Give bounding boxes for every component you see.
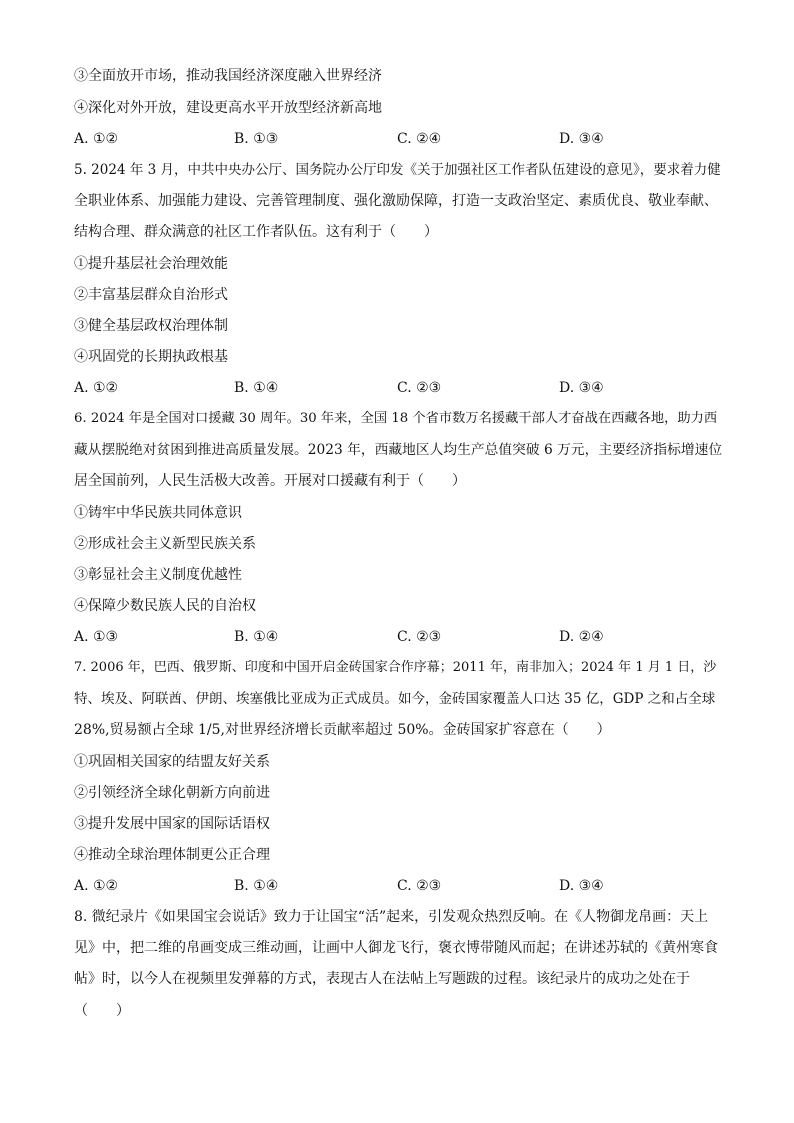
q7-stem-line-2: 特、埃及、阿联酋、伊朗、埃塞俄比亚成为正式成员。如今，金砖国家覆盖人口达 35 亿，GDP 之和占全球	[74, 691, 716, 707]
q7-option-d: D. ③④	[559, 878, 604, 894]
q6-option-b: B. ①④	[234, 629, 279, 645]
q6-stem-line-3: 居全国前列，人民生活极大改善。开展对口援藏有利于（ ）	[74, 473, 466, 489]
q6-option-d: D. ②④	[559, 629, 604, 645]
q6-stem-line-1: 6. 2024 年是全国对口援藏 30 周年。30 年来，全国 18 个省市数万名援藏干部人才奋战在西藏各地，助力西	[74, 411, 718, 426]
q5-item-3: ③健全基层政权治理体制	[74, 318, 228, 334]
q7-item-3: ③提升发展中国家的国际话语权	[74, 816, 270, 832]
q5-option-a: A. ①②	[74, 380, 119, 396]
q5-item-1: ①提升基层社会治理效能	[74, 256, 228, 272]
q5-option-d: D. ③④	[559, 380, 604, 396]
q6-option-c: C. ②③	[397, 629, 442, 645]
q6-stem-line-2: 藏从摆脱绝对贫困到推进高质量发展。2023 年，西藏地区人均生产总值突破 6 万元，主要经济指标增速位	[74, 442, 723, 458]
q4-option-b: B. ①③	[234, 131, 279, 147]
q6-option-a: A. ①③	[74, 629, 119, 645]
q7-stem-line-1: 7. 2006 年，巴西、俄罗斯、印度和中国开启金砖国家合作序幕；2011 年，南非加入；2024 年 1 月 1 日，沙	[74, 660, 717, 675]
q5-stem-line-3: 结构合理、群众满意的社区工作者队伍。这有利于（ ）	[74, 224, 438, 240]
q5-stem-line-2: 全职业体系、加强能力建设、完善管理制度、强化激励保障，打造一支政治坚定、素质优良、敬业奉献、	[74, 193, 718, 209]
q6-item-4: ④保障少数民族人民的自治权	[74, 598, 256, 614]
q5-stem-line-1: 5. 2024 年 3 月，中共中央办公厅、国务院办公厅印发《关于加强社区工作者队伍建设的意见》，要求着力健	[74, 162, 721, 178]
q7-item-1: ①巩固相关国家的结盟友好关系	[74, 754, 270, 770]
q6-options	[74, 627, 724, 647]
q7-option-b: B. ①④	[234, 878, 279, 894]
q5-option-c: C. ②③	[397, 380, 442, 396]
q4-option-c: C. ②④	[397, 131, 442, 147]
q5-option-b: B. ①④	[234, 380, 279, 396]
q5-options	[74, 378, 724, 398]
q7-options	[74, 876, 724, 896]
q8-stem-line-1: 8. 微纪录片《如果国宝会说话》致力于让国宝“活”起来，引发观众热烈反响。在《人物御龙帛画：天上	[74, 909, 709, 925]
q4-options	[74, 129, 724, 149]
q7-stem-line-3: 28%,贸易额占全球 1/5,对世界经济增长贡献率超过 50%。金砖国家扩容意在（ ）	[74, 722, 611, 738]
q6-item-3: ③彰显社会主义制度优越性	[74, 567, 242, 583]
q7-item-4: ④推动全球治理体制更公正合理	[74, 847, 270, 863]
q4-option-a: A. ①②	[74, 131, 119, 147]
q4-item-4: ④深化对外开放，建设更高水平开放型经济新高地	[74, 100, 382, 116]
q7-option-c: C. ②③	[397, 878, 442, 894]
q4-option-d: D. ③④	[559, 131, 604, 147]
q8-stem-line-3: 帖》时，以今人在视频里发弹幕的方式，表现古人在法帖上写题跋的过程。该纪录片的成功之处在于	[74, 971, 690, 987]
q4-item-3: ③全面放开市场，推动我国经济深度融入世界经济	[74, 68, 382, 84]
q5-item-4: ④巩固党的长期执政根基	[74, 349, 228, 365]
q7-option-a: A. ①②	[74, 878, 119, 894]
q5-item-2: ②丰富基层群众自治形式	[74, 287, 228, 303]
q6-item-2: ②形成社会主义新型民族关系	[74, 536, 256, 552]
q6-item-1: ①铸牢中华民族共同体意识	[74, 505, 242, 521]
q8-stem-line-4: （ ）	[74, 1003, 130, 1019]
q7-item-2: ②引领经济全球化朝新方向前进	[74, 785, 270, 801]
q8-stem-line-2: 见》中，把二维的帛画变成三维动画，让画中人御龙飞行，褒衣博带随风而起；在讲述苏轼的《黄州寒食	[74, 940, 718, 956]
